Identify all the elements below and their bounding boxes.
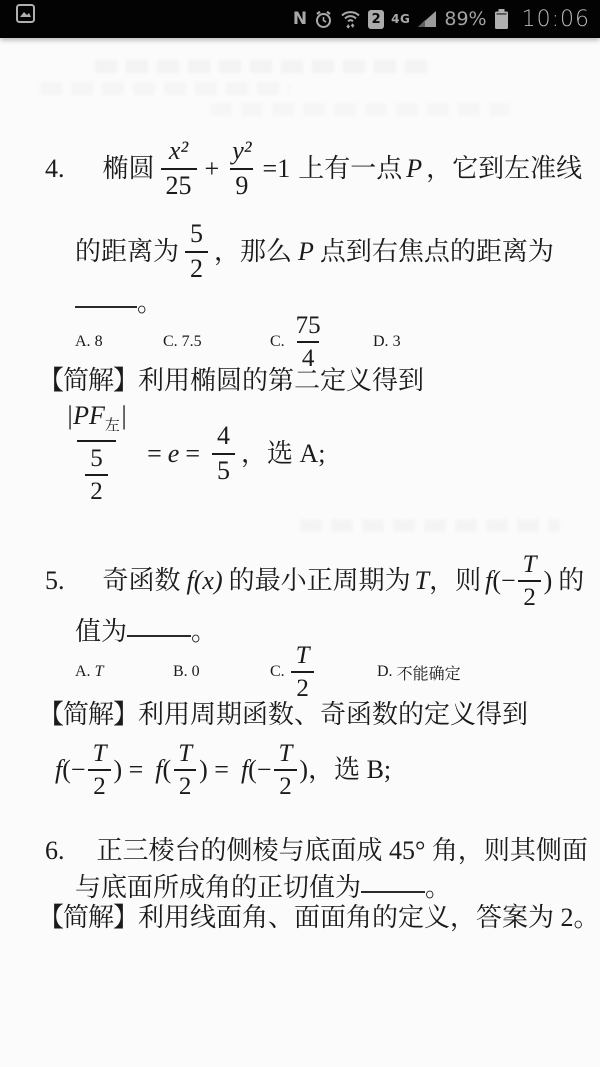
q4-fraction-x: $\frac{\text{x²}}{25}$ xyxy=(161,138,197,199)
q4-text: 点到右焦点的距离为 xyxy=(319,237,554,267)
q4-solution-formula: $\frac{|PF_左|}{\frac{5}{2}}$ = e = $\frac{4}{5}$ ，选 A; xyxy=(52,398,326,510)
q4-var-P: P xyxy=(298,237,314,267)
q5-options-row xyxy=(75,640,575,704)
q6-text: 与底面所成角的正切值为 xyxy=(75,873,362,902)
q4-option-a: A. 8 xyxy=(75,333,103,350)
q6-solution-line xyxy=(38,903,600,933)
q5-formula-fraction-2: $\frac{T}{2}$ xyxy=(173,741,197,800)
q4-var-P: P xyxy=(406,154,423,184)
q4-option-c-fraction: $\frac{75}{4}$ xyxy=(295,311,321,372)
clock-label: 10:06 xyxy=(521,6,590,32)
network-type-label: 4G xyxy=(391,12,411,26)
q4-equals-one: =1 xyxy=(262,154,291,184)
screenshot-image-icon xyxy=(16,4,35,23)
q4-answer-text: ，选 A; xyxy=(240,439,326,469)
solution-tag: 【简解】 xyxy=(38,700,139,729)
q4-period: 。 xyxy=(137,288,164,317)
q4-text: ，那么 xyxy=(214,237,293,267)
q5-fraction-T2: $\frac{T}{2}$ xyxy=(518,552,542,611)
page-bleedthrough xyxy=(210,103,510,116)
q4-line2 xyxy=(75,212,554,292)
q4-fraction-distance: $\frac{5}{2}$ xyxy=(185,221,208,282)
q5-paren: ) xyxy=(543,566,553,596)
q5-line1 xyxy=(45,545,584,617)
sim2-icon: 2 xyxy=(368,10,384,29)
q6-text: 正三棱台的侧棱与底面成 45° 角，则其侧面 xyxy=(96,836,588,866)
q4-text: ，它到左准线 xyxy=(426,154,583,184)
q4-option-b: C. 7.5 xyxy=(163,333,202,350)
battery-percent-label: 89% xyxy=(444,8,487,30)
q5-text: 奇函数 xyxy=(102,566,181,596)
q4-inner-fraction: $\frac{5}{2}$ xyxy=(85,446,108,505)
q4-fraction-y: $\frac{\text{y²}}{9}$ xyxy=(232,136,252,200)
q5-option-c-fraction: $\frac{T}{2}$ xyxy=(291,643,315,702)
status-bar xyxy=(0,0,600,38)
nfc-icon: N xyxy=(292,8,308,29)
q5-number: 5. xyxy=(45,566,65,596)
wifi-icon xyxy=(340,9,361,29)
q5-var-T: T xyxy=(414,566,430,596)
q6-line2 xyxy=(75,868,451,903)
q5-fx: f(x) xyxy=(186,566,223,596)
q5-answer-text: ，选 B; xyxy=(308,755,392,785)
q5-text: ，则 xyxy=(429,566,482,596)
page-bleedthrough xyxy=(40,82,290,95)
q4-var-e: e xyxy=(167,439,180,469)
q4-option-c: C. $\frac{75}{4}$ xyxy=(270,310,332,374)
signal-strength-icon xyxy=(417,10,437,28)
q4-line1 xyxy=(45,130,582,208)
q4-lead-text: 椭圆 xyxy=(102,154,155,184)
q4-plus-sign: + xyxy=(204,154,220,184)
q5-f: f xyxy=(485,566,493,596)
q4-option-d: D. 3 xyxy=(373,333,401,350)
battery-icon xyxy=(494,8,509,30)
q4-solution-text: 利用椭圆的第二定义得到 xyxy=(138,366,425,395)
page-bleedthrough xyxy=(300,519,560,532)
q5-option-a: A. T xyxy=(75,663,104,680)
q5-solution-text: 利用周期函数、奇函数的定义得到 xyxy=(138,700,529,729)
q5-text: 值为 xyxy=(75,617,128,646)
page-bleedthrough xyxy=(95,60,435,73)
q4-complex-fraction: $\frac{|PF_左|}{\frac{5}{2}}$ xyxy=(66,401,128,506)
q5-option-c: C. $\frac{T}{2}$ xyxy=(270,640,321,704)
q5-text: 的最小正周期为 xyxy=(228,566,411,596)
solution-tag: 【简解】 xyxy=(38,366,139,395)
q4-text: 上有一点 xyxy=(298,154,403,184)
q5-formula-fraction-3: $\frac{T}{2}$ xyxy=(274,741,298,800)
q5-formula-fraction-1: $\frac{T}{2}$ xyxy=(88,741,112,800)
q6-period: 。 xyxy=(425,873,452,902)
q5-period: 。 xyxy=(191,617,218,646)
q4-options-row xyxy=(75,310,575,374)
q6-line1 xyxy=(45,833,588,869)
q6-number: 6. xyxy=(45,836,65,866)
q5-paren: (− xyxy=(492,566,516,596)
alarm-icon xyxy=(314,10,333,29)
q6-solution-text: 利用线面角、面面角的定义，答案为 2。 xyxy=(138,903,600,932)
q4-number: 4. xyxy=(45,154,65,184)
q5-option-b: B. 0 xyxy=(173,663,200,680)
solution-tag: 【简解】 xyxy=(38,903,139,932)
q6-answer-blank xyxy=(361,865,425,893)
q4-fraction-eccentricity: $\frac{4}{5}$ xyxy=(212,423,235,484)
q5-option-d: D. 不能确定 xyxy=(377,663,461,683)
q5-solution-formula: f (− $\frac{T}{2}$ ) = f ( $\frac{T}{2}$ ) = f (− $\frac{T}{2}$ ) ，选 B; xyxy=(55,739,392,800)
q5-answer-blank xyxy=(127,609,191,637)
q4-answer-blank xyxy=(75,280,137,308)
q4-solution-line xyxy=(38,366,424,396)
q5-text: 的 xyxy=(558,566,585,596)
q4-text: 的距离为 xyxy=(75,237,180,267)
q5-solution-line xyxy=(38,700,528,730)
